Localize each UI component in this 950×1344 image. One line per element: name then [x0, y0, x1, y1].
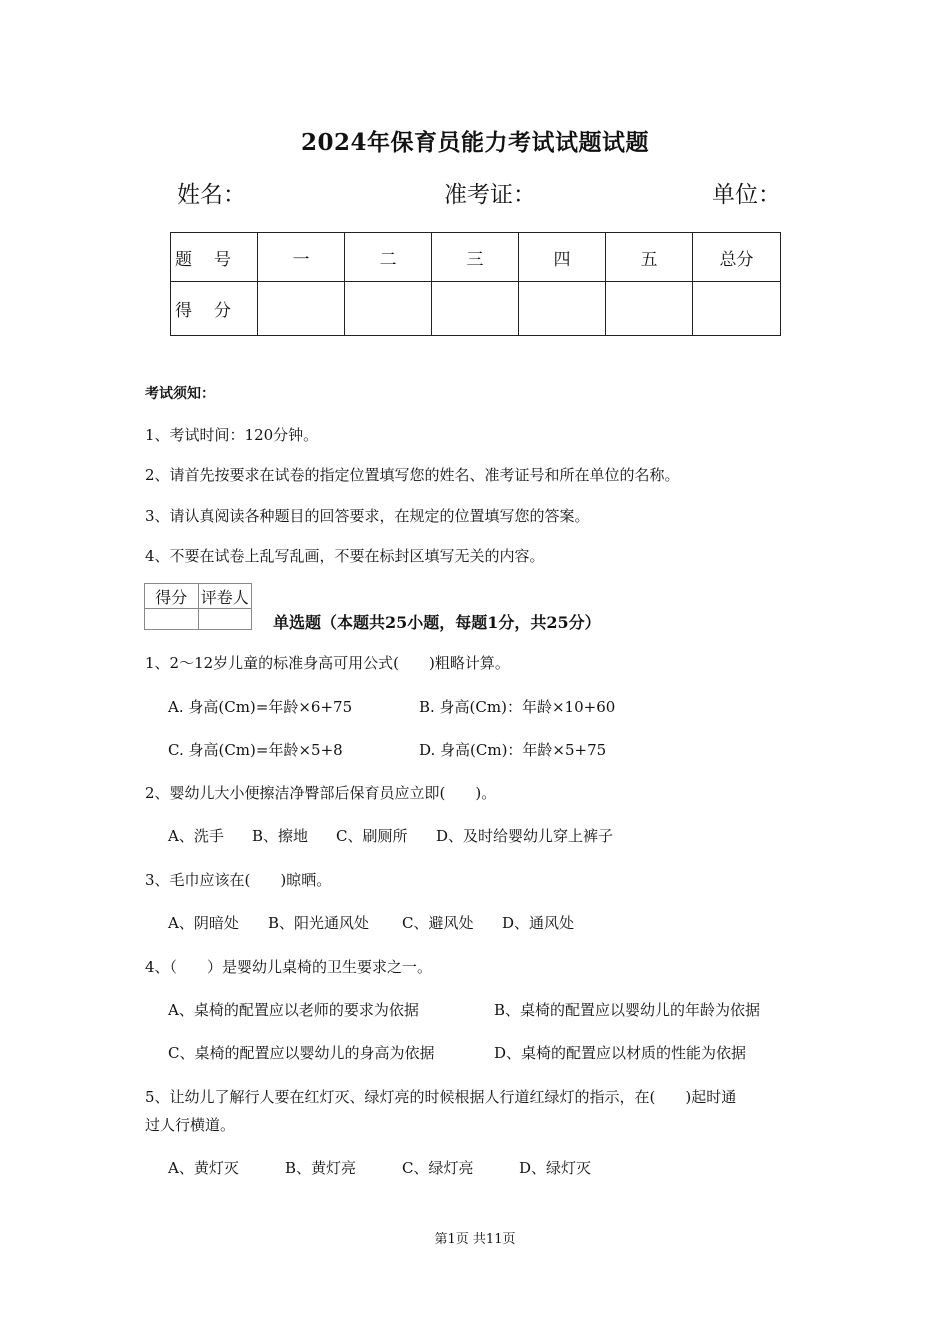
notice-item: 1、考试时间：120分钟。 — [145, 426, 319, 444]
question-stem: 2、婴幼儿大小便擦洁净臀部后保育员应立即( )。 — [145, 784, 497, 802]
total-header: 总分 — [693, 233, 781, 282]
score-cell[interactable] — [519, 282, 606, 336]
option[interactable]: A、阴暗处 — [168, 914, 239, 932]
grader-box — [144, 583, 252, 630]
notice-item: 3、请认真阅读各种题目的回答要求，在规定的位置填写您的答案。 — [145, 507, 590, 525]
grader-score-cell[interactable] — [145, 609, 199, 630]
option[interactable]: C、绿灯亮 — [402, 1159, 474, 1177]
score-table — [170, 232, 781, 336]
notice-item: 2、请首先按要求在试卷的指定位置填写您的姓名、准考证号和所在单位的名称。 — [145, 466, 680, 484]
option[interactable]: C、刷厕所 — [336, 827, 408, 845]
option[interactable]: D、绿灯灭 — [519, 1159, 592, 1177]
option[interactable]: A. 身高(Cm)=年龄×6+75 — [168, 698, 353, 716]
option[interactable]: C. 身高(Cm)=年龄×5+8 — [168, 741, 343, 759]
notice-heading: 考试须知： — [145, 386, 215, 402]
column-header: 四 — [519, 233, 606, 282]
question-number-header: 题号 — [171, 233, 258, 282]
score-cell[interactable] — [345, 282, 432, 336]
option[interactable]: C、桌椅的配置应以婴幼儿的身高为依据 — [168, 1044, 435, 1062]
option[interactable]: A、洗手 — [168, 827, 224, 845]
option[interactable]: A、桌椅的配置应以老师的要求为依据 — [168, 1001, 419, 1019]
question-stem: 3、毛巾应该在( )晾晒。 — [145, 871, 332, 889]
option[interactable]: D、通风处 — [502, 914, 575, 932]
score-cell[interactable] — [606, 282, 693, 336]
option[interactable]: B. 身高(Cm)：年龄×10+60 — [419, 698, 616, 716]
question-stem: 4、（ ）是婴幼儿桌椅的卫生要求之一。 — [145, 958, 433, 976]
score-cell[interactable] — [258, 282, 345, 336]
grader-name-label: 评卷人 — [198, 584, 252, 609]
section-title: 单选题（本题共25小题，每题1分，共25分） — [273, 613, 601, 632]
option[interactable]: B、黄灯亮 — [285, 1159, 357, 1177]
grader-name-cell[interactable] — [198, 609, 252, 630]
page-footer: 第1页 共11页 — [434, 1232, 516, 1247]
option[interactable]: A、黄灯灭 — [168, 1159, 239, 1177]
page-title: 2024年保育员能力考试试题试题 — [300, 129, 649, 156]
question-stem-continuation: 过人行横道。 — [145, 1116, 236, 1134]
score-row-label: 得分 — [171, 282, 258, 336]
option[interactable]: C、避风处 — [402, 914, 474, 932]
question-stem: 5、让幼儿了解行人要在红灯灭、绿灯亮的时候根据人行道红绿灯的指示，在( )起时通 — [145, 1088, 737, 1106]
option[interactable]: B、桌椅的配置应以婴幼儿的年龄为依据 — [494, 1001, 761, 1019]
option[interactable]: D. 身高(Cm)：年龄×5+75 — [419, 741, 607, 759]
column-header: 三 — [432, 233, 519, 282]
column-header: 二 — [345, 233, 432, 282]
option[interactable]: D、桌椅的配置应以材质的性能为依据 — [494, 1044, 747, 1062]
column-header: 一 — [258, 233, 345, 282]
name-field-label: 姓名： — [177, 182, 246, 208]
score-cell[interactable] — [693, 282, 781, 336]
option[interactable]: B、擦地 — [252, 827, 309, 845]
notice-item: 4、不要在试卷上乱写乱画，不要在标封区填写无关的内容。 — [145, 547, 545, 565]
grader-score-label: 得分 — [145, 584, 199, 609]
score-cell[interactable] — [432, 282, 519, 336]
column-header: 五 — [606, 233, 693, 282]
unit-field-label: 单位： — [712, 182, 781, 208]
option[interactable]: B、阳光通风处 — [268, 914, 370, 932]
option[interactable]: D、及时给婴幼儿穿上裤子 — [436, 827, 614, 845]
exam-id-field-label: 准考证： — [444, 182, 536, 208]
question-stem: 1、2～12岁儿童的标准身高可用公式( )粗略计算。 — [145, 654, 510, 672]
